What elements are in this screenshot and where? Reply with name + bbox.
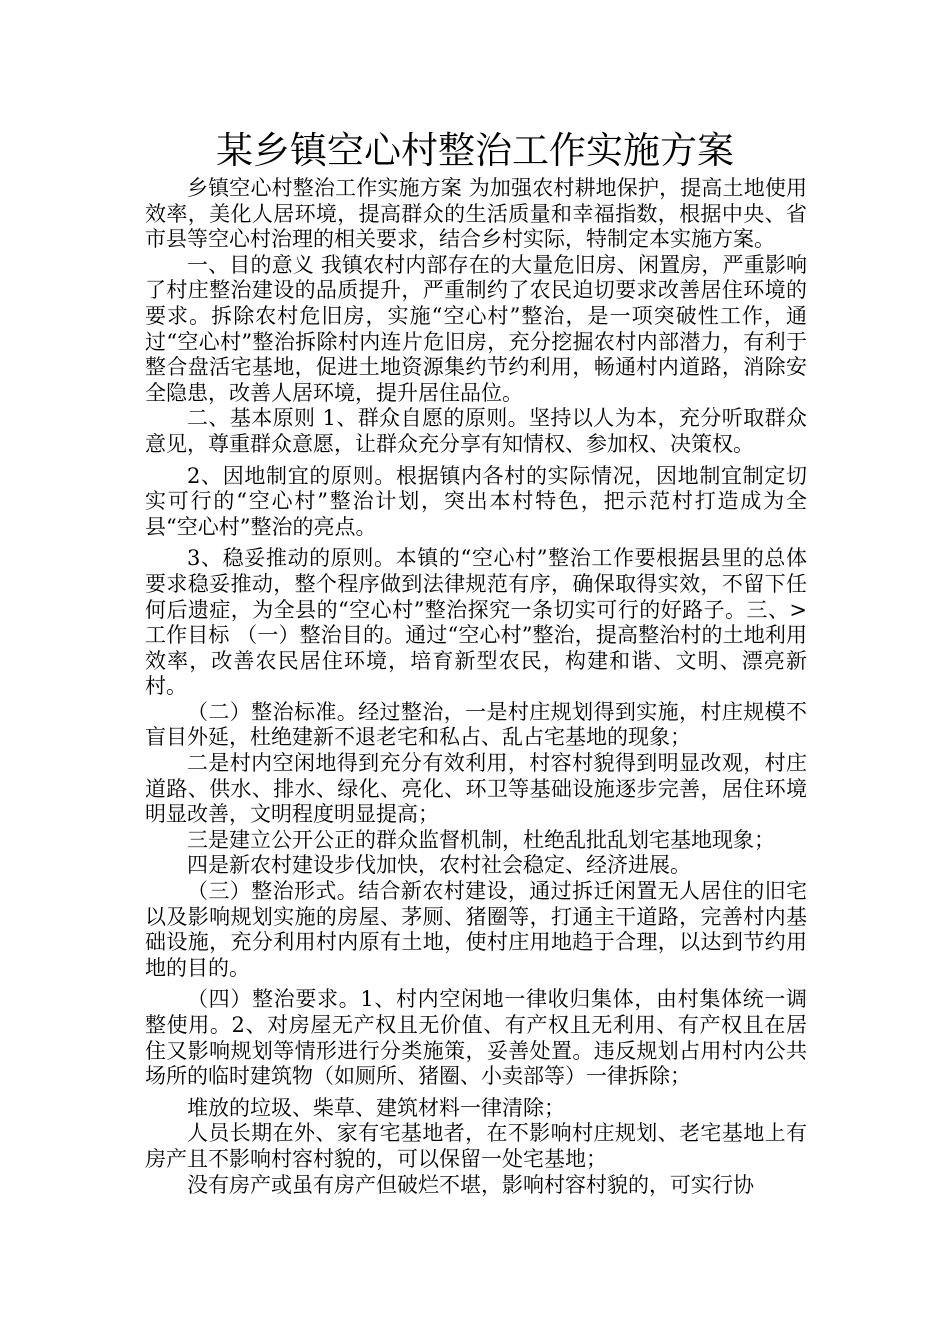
paragraph-requirements-3: 人员长期在外、家有宅基地者，在不影响村庄规划、老宅基地上有房产且不影响村容村貌的，可以保留一处宅基地； <box>145 1121 807 1171</box>
paragraph-requirements-2: 堆放的垃圾、柴草、建筑材料一律清除； <box>187 1095 565 1120</box>
paragraph-standard: （二）整治标准。经过整治，一是村庄规划得到实施，村庄规模不盲目外延，杜绝建新不退老宅和私占、乱占宅基地的现象； <box>145 699 807 750</box>
paragraph-principle-3: 3、稳妥推动的原则。本镇的“空心村”整治工作要根据县里的总体要求稳妥推动，整个程序做到法律规范有序，确保取得实效，不留下任何后遗症，为全县的“空心村”整治探究一条切实可行的好路子。三、>工作目标 （一）整治目的。通过“空心村”整治，提高整治村的土地利用效率，改善农民居住环境，培育新型农民，构建和谐、文明、漂亮新村。 <box>145 546 807 699</box>
paragraph-form: （三）整治形式。结合新农村建设，通过拆迁闲置无人居住的旧宅以及影响规划实施的房屋、茅厕、猪圈等，打通主干道路，完善村内基础设施，充分利用村内原有土地，使村庄用地趋于合理，以达到节约用地的目的。 <box>145 879 807 980</box>
paragraph-principle-1: 二、基本原则 1、群众自愿的原则。坚持以人为本，充分听取群众意见，尊重群众意愿，让群众充分享有知情权、参加权、决策权。 <box>145 406 807 456</box>
paragraph-purpose: 一、目的意义 我镇农村内部存在的大量危旧房、闲置房，严重影响了村庄整治建设的品质提升，严重制约了农民迫切要求改善居住环境的要求。拆除农村危旧房，实施“空心村”整治，是一项突破性工作，通过“空心村”整治拆除村内连片危旧房，充分挖掘农村内部潜力，有利于整合盘活宅基地，促进土地资源集约节约利用，畅通村内道路，消除安全隐患，改善人居环境，提升居住品位。 <box>145 252 807 405</box>
paragraph-standard-2: 二是村内空闲地得到充分有效利用，村容村貌得到明显改观，村庄道路、供水、排水、绿化、亮化、环卫等基础设施逐步完善，居住环境明显改善，文明程度明显提高； <box>145 751 807 827</box>
paragraph-requirements: （四）整治要求。1、村内空闲地一律收归集体，由村集体统一调整使用。2、对房屋无产权且无价值、有产权且无利用、有产权且在居住又影响规划等情形进行分类施策，妥善处置。违反规划占用村内公共场所的临时建筑物（如厕所、猪圈、小卖部等）一律拆除； <box>145 987 807 1089</box>
document-title: 某乡镇空心村整治工作实施方案 <box>216 129 734 172</box>
paragraph-requirements-4: 没有房产或虽有房产但破烂不堪，影响村容村貌的，可实行协 <box>187 1172 754 1197</box>
document-body <box>145 176 807 1198</box>
paragraph-standard-3: 三是建立公开公正的群众监督机制，杜绝乱批乱划宅基地现象； <box>187 827 775 852</box>
paragraph-principle-2: 2、因地制宜的原则。根据镇内各村的实际情况，因地制宜制定切实可行的“空心村”整治计划，突出本村特色，把示范村打造成为全县“空心村”整治的亮点。 <box>145 463 807 539</box>
paragraph-standard-4: 四是新农村建设步伐加快，农村社会稳定、经济进展。 <box>187 853 691 878</box>
paragraph-intro: 乡镇空心村整治工作实施方案 为加强农村耕地保护，提高土地使用效率，美化人居环境，提高群众的生活质量和幸福指数，根据中央、省市县等空心村治理的相关要求，结合乡村实际，特制定本实施方案。 <box>145 176 807 252</box>
